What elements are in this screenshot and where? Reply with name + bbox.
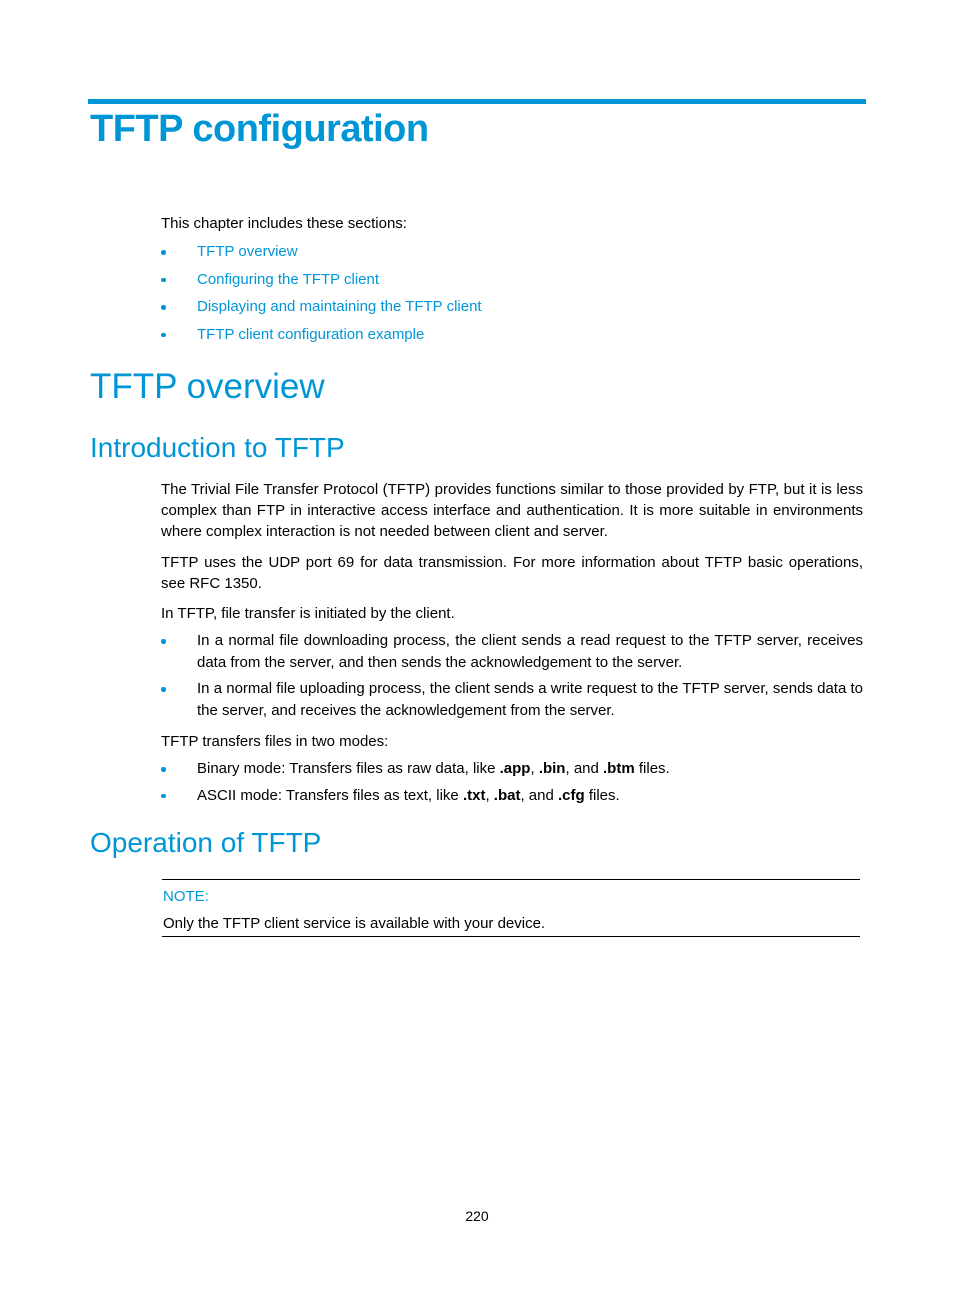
chapter-title: TFTP configuration (90, 108, 429, 150)
mode-text: , (530, 760, 539, 777)
file-extension: .cfg (557, 786, 585, 804)
intro-paragraph-4: TFTP transfers files in two modes: (161, 733, 389, 750)
intro-text: This chapter includes these sections: (161, 215, 407, 232)
toc-link-tftp-overview[interactable]: TFTP overview (197, 243, 298, 260)
list-item (161, 630, 863, 673)
modes-list (161, 758, 863, 806)
list-item (161, 678, 863, 721)
operation-heading: Operation of TFTP (90, 827, 322, 858)
file-extension: .btm (603, 760, 635, 777)
file-extension: .app (499, 760, 531, 777)
file-extension: .bin (538, 760, 566, 777)
introduction-heading: Introduction to TFTP (90, 432, 345, 463)
bullet-icon (161, 305, 166, 310)
bullet-icon (161, 250, 166, 255)
note-label: NOTE: (163, 888, 209, 905)
intro-paragraph-2: TFTP uses the UDP port 69 for data transmission. For more information about TFTP basic operations, see RFC 1350. (161, 554, 863, 592)
bullet-icon (161, 278, 166, 283)
bullet-icon (161, 794, 166, 799)
upload-process-text: In a normal file uploading process, the client sends a write request to the TFTP server, sends data to the server, and receives the acknowledgement from the server. (197, 680, 863, 719)
mode-text: , (485, 786, 494, 804)
page-number: 220 (465, 1208, 489, 1224)
file-extension: .bat (493, 786, 521, 804)
mode-text: Binary mode: Transfers files as raw data, like (197, 760, 500, 777)
intro-paragraph-3: In TFTP, file transfer is initiated by the client. (161, 605, 455, 622)
download-process-text: In a normal file downloading process, the client sends a read request to the TFTP server, receives data from the server, and then sends the acknowledgement to the server. (197, 632, 863, 671)
file-extension: .txt (462, 786, 486, 804)
bullet-icon (161, 767, 166, 772)
toc-link-displaying-maintaining[interactable]: Displaying and maintaining the TFTP client (197, 298, 482, 315)
chapter-rule (88, 99, 866, 104)
mode-text: files. (584, 786, 620, 804)
toc-link-configuration-example[interactable]: TFTP client configuration example (197, 325, 425, 343)
mode-text: files. (634, 760, 670, 777)
toc-link-configuring-client[interactable]: Configuring the TFTP client (197, 270, 380, 288)
mode-text: ASCII mode: Transfers files as text, like (197, 786, 463, 804)
note-box (162, 879, 860, 937)
bullet-icon (161, 639, 166, 644)
bullet-icon (161, 687, 166, 692)
bullet-icon (161, 333, 166, 338)
mode-text: , and (520, 786, 558, 804)
intro-paragraph-1: The Trivial File Transfer Protocol (TFTP) provides functions similar to those provided by FTP, but it is less complex than FTP in interactive access interface and authentication. It is more suitable in environments where complex interaction is not needed between client and server. (161, 481, 863, 540)
list-item-binary-mode (161, 758, 863, 780)
list-item-ascii-mode (161, 785, 863, 807)
note-text: Only the TFTP client service is available with your device. (163, 915, 546, 932)
process-list (161, 630, 863, 721)
section-title: TFTP overview (90, 367, 325, 406)
mode-text: , and (565, 760, 604, 777)
